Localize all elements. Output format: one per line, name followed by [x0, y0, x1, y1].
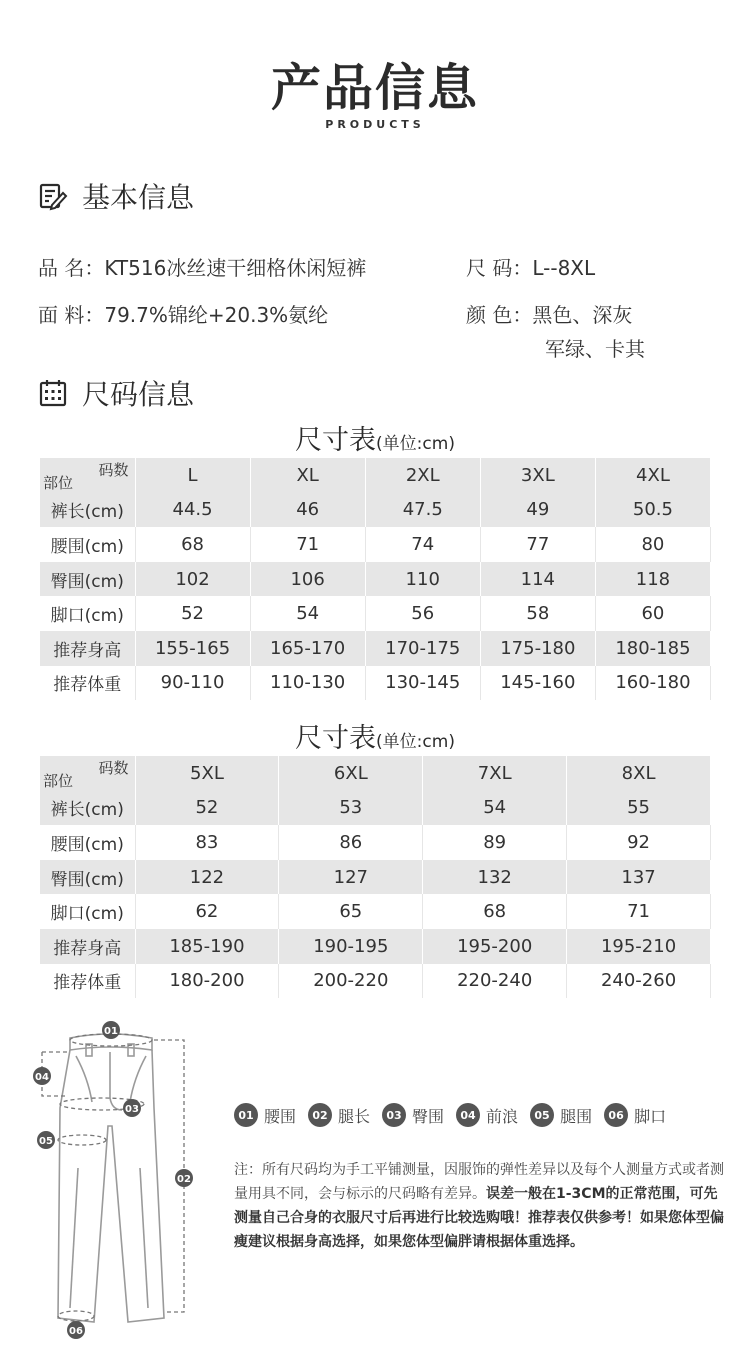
table-cell: 110 [365, 562, 480, 597]
table-cell: 65 [279, 894, 423, 929]
size-info-heading [38, 373, 194, 413]
table-cell: 54 [250, 596, 365, 631]
size-header: 4XL [595, 458, 710, 493]
table-cell: 54 [423, 791, 567, 826]
table-cell: 92 [567, 825, 711, 860]
fabric-label: 面 料： [38, 303, 105, 327]
table-cell: 190-195 [279, 929, 423, 964]
size-header: 3XL [480, 458, 595, 493]
row-label: 推荐体重 [40, 964, 135, 999]
color-value-2: 军绿、卡其 [545, 337, 645, 361]
row-label: 臀围(cm) [40, 562, 135, 597]
row-label: 脚口(cm) [40, 596, 135, 631]
table-cell: 127 [279, 860, 423, 895]
size-header: XL [250, 458, 365, 493]
pants-measurement-diagram [30, 1018, 200, 1343]
number-badge-icon: 03 [382, 1103, 406, 1127]
table-row [40, 825, 711, 860]
legend-item [308, 1103, 370, 1127]
size-table-2-caption [0, 716, 750, 755]
table-cell: 195-200 [423, 929, 567, 964]
table-corner-cell [40, 756, 135, 791]
number-badge-icon: 04 [456, 1103, 480, 1127]
svg-text:06: 06 [69, 1326, 83, 1337]
table-cell: 50.5 [595, 493, 710, 528]
table-cell: 90-110 [135, 666, 250, 701]
table-cell: 118 [595, 562, 710, 597]
table-row [40, 631, 711, 666]
table-cell: 86 [279, 825, 423, 860]
table-cell: 220-240 [423, 964, 567, 999]
table-cell: 62 [135, 894, 279, 929]
size-range-label: 尺 码： [466, 256, 533, 280]
caption-unit: (单位:cm) [376, 732, 455, 752]
table-cell: 195-210 [567, 929, 711, 964]
row-label: 推荐身高 [40, 631, 135, 666]
badge-01-icon [102, 1021, 120, 1039]
table-cell: 44.5 [135, 493, 250, 528]
svg-text:01: 01 [104, 1026, 118, 1037]
note-part-2: 误差一般在1-3CM的正常范围，可先测量自己合身的衣服尺寸后再进行比较选购哦！推荐表仅供参考！如果您体型偏瘦建议根据身高选择，如果您体型偏胖请根据体重选择。 [234, 1186, 724, 1250]
table-corner-cell [40, 458, 135, 493]
table-cell: 71 [250, 527, 365, 562]
basic-info-title: 基本信息 [82, 181, 195, 214]
row-label: 臀围(cm) [40, 860, 135, 895]
table-cell: 185-190 [135, 929, 279, 964]
table-cell: 122 [135, 860, 279, 895]
table-cell: 74 [365, 527, 480, 562]
legend-label: 前浪 [486, 1106, 519, 1126]
row-label: 推荐体重 [40, 666, 135, 701]
table-cell: 77 [480, 527, 595, 562]
size-header: 6XL [279, 756, 423, 791]
basic-info-heading [38, 176, 194, 216]
table-cell: 56 [365, 596, 480, 631]
table-cell: 145-160 [480, 666, 595, 701]
legend-item [382, 1103, 444, 1127]
size-table-2 [40, 756, 711, 998]
table-cell: 60 [595, 596, 710, 631]
caption-main: 尺寸表 [295, 425, 377, 456]
size-header: 5XL [135, 756, 279, 791]
table-row [40, 562, 711, 597]
size-info-title: 尺码信息 [82, 378, 195, 411]
table-cell: 52 [135, 596, 250, 631]
table-cell: 160-180 [595, 666, 710, 701]
table-cell: 110-130 [250, 666, 365, 701]
page-subtitle: PRODUCTS [325, 118, 425, 131]
row-label: 腰围(cm) [40, 527, 135, 562]
product-name-value: KT516冰丝速干细格休闲短裤 [104, 256, 367, 280]
table-header-row [40, 458, 711, 493]
table-cell: 175-180 [480, 631, 595, 666]
number-badge-icon: 02 [308, 1103, 332, 1127]
table-cell: 53 [279, 791, 423, 826]
badge-04-icon [33, 1067, 51, 1085]
color-label: 颜 色： [466, 303, 533, 327]
table-cell: 170-175 [365, 631, 480, 666]
corner-part-label: 部位 [43, 473, 74, 492]
caption-main: 尺寸表 [295, 723, 377, 754]
table-cell: 137 [567, 860, 711, 895]
diagram-badges [33, 1021, 193, 1339]
color-value-1: 黑色、深灰 [532, 303, 633, 327]
legend-item [456, 1103, 518, 1127]
size-range-value: L--8XL [532, 256, 596, 280]
table-row [40, 493, 711, 528]
number-badge-icon: 01 [234, 1103, 258, 1127]
table-row [40, 860, 711, 895]
measurement-note [234, 1158, 724, 1254]
table-row [40, 894, 711, 929]
number-badge-icon: 05 [530, 1103, 554, 1127]
measurement-legend [234, 1103, 666, 1127]
size-range-line [466, 252, 595, 281]
corner-part-label: 部位 [43, 771, 74, 790]
note-part-1: 注：所有尺码均为手工平铺测量，因服饰的弹性差异以及每个人测量方式或者测量用具不同，会与标示的尺码略有差异。 [234, 1162, 724, 1202]
fabric-line [38, 299, 328, 328]
table-cell: 71 [567, 894, 711, 929]
table-cell: 200-220 [279, 964, 423, 999]
table-cell: 132 [423, 860, 567, 895]
table-row [40, 596, 711, 631]
legend-item [530, 1103, 592, 1127]
legend-item [604, 1103, 666, 1127]
badge-06-icon [67, 1321, 85, 1339]
svg-text:05: 05 [39, 1136, 53, 1147]
corner-size-label: 码数 [98, 759, 129, 777]
table-cell: 240-260 [567, 964, 711, 999]
table-cell: 68 [423, 894, 567, 929]
svg-text:03: 03 [125, 1104, 139, 1115]
table-cell: 49 [480, 493, 595, 528]
product-name-line [38, 252, 366, 281]
table-cell: 155-165 [135, 631, 250, 666]
page-title: 产品信息 [271, 59, 479, 117]
table-cell: 83 [135, 825, 279, 860]
table-header-row [40, 756, 711, 791]
badge-03-icon [123, 1099, 141, 1117]
table-cell: 106 [250, 562, 365, 597]
legend-label: 臀围 [412, 1106, 445, 1126]
table-row [40, 527, 711, 562]
table-row [40, 666, 711, 701]
table-cell: 114 [480, 562, 595, 597]
badge-02-icon [175, 1169, 193, 1187]
svg-text:02: 02 [177, 1174, 191, 1185]
size-header: L [135, 458, 250, 493]
badge-05-icon [37, 1131, 55, 1149]
row-label: 裤长(cm) [40, 791, 135, 826]
table-cell: 89 [423, 825, 567, 860]
table-cell: 52 [135, 791, 279, 826]
size-header: 7XL [423, 756, 567, 791]
legend-label: 腿长 [338, 1106, 371, 1126]
legend-label: 腰围 [264, 1106, 297, 1126]
table-row [40, 964, 711, 999]
table-cell: 102 [135, 562, 250, 597]
row-label: 裤长(cm) [40, 493, 135, 528]
legend-label: 脚口 [634, 1106, 667, 1126]
table-cell: 130-145 [365, 666, 480, 701]
table-cell: 46 [250, 493, 365, 528]
row-label: 推荐身高 [40, 929, 135, 964]
table-cell: 180-200 [135, 964, 279, 999]
table-cell: 47.5 [365, 493, 480, 528]
caption-unit: (单位:cm) [376, 434, 455, 454]
size-header: 8XL [567, 756, 711, 791]
table-cell: 55 [567, 791, 711, 826]
corner-size-label: 码数 [98, 461, 129, 479]
table-row [40, 791, 711, 826]
color-line [466, 299, 632, 328]
number-badge-icon: 06 [604, 1103, 628, 1127]
table-row [40, 929, 711, 964]
row-label: 脚口(cm) [40, 894, 135, 929]
svg-text:04: 04 [35, 1072, 49, 1083]
table-cell: 68 [135, 527, 250, 562]
fabric-value: 79.7%锦纶+20.3%氨纶 [104, 303, 329, 327]
row-label: 腰围(cm) [40, 825, 135, 860]
size-table-1 [40, 458, 711, 700]
document-edit-icon [38, 181, 68, 211]
legend-label: 腿围 [560, 1106, 593, 1126]
table-cell: 80 [595, 527, 710, 562]
size-table-1-caption [0, 418, 750, 457]
calendar-grid-icon [38, 378, 68, 408]
table-cell: 180-185 [595, 631, 710, 666]
table-cell: 58 [480, 596, 595, 631]
product-name-label: 品 名： [38, 256, 105, 280]
table-cell: 165-170 [250, 631, 365, 666]
size-header: 2XL [365, 458, 480, 493]
legend-item [234, 1103, 296, 1127]
